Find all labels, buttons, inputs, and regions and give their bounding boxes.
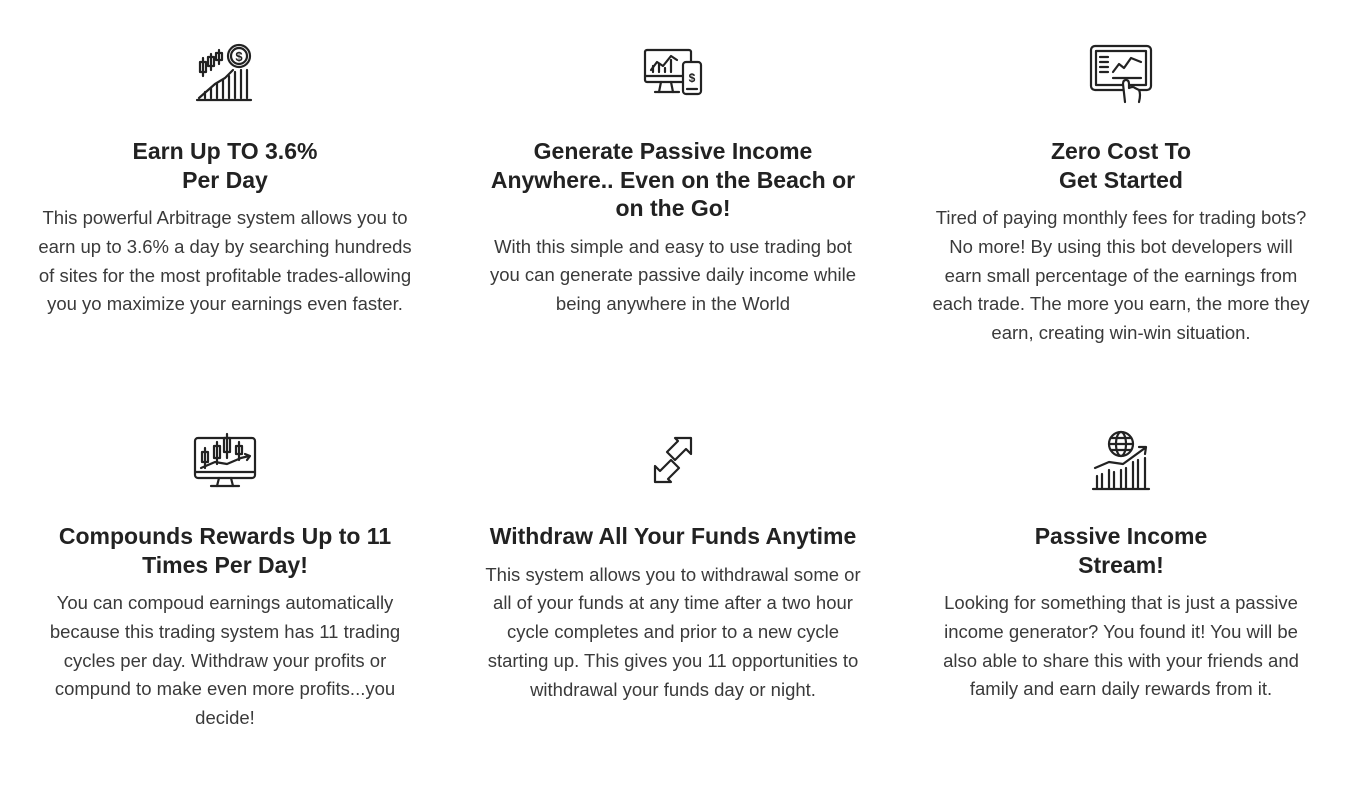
exchange-arrows-icon — [641, 428, 705, 492]
feature-title: Passive Income Stream! — [1034, 523, 1208, 578]
tablet-chart-touch-icon — [1089, 40, 1153, 104]
feature-card-earn — [35, 40, 415, 319]
feature-title: Compounds Rewards Up to 11 Times Per Day! — [58, 523, 392, 578]
feature-title: Zero Cost To Get Started — [1050, 138, 1192, 193]
feature-description: You can compoud earnings automatically because this trading system has 11 trading cycles per day. Withdraw your profits or compund to make even more profits...you decide! — [49, 592, 401, 729]
feature-card-zero-cost — [931, 40, 1311, 348]
feature-card-withdraw — [483, 428, 863, 704]
monitor-phone-dollar-icon — [641, 40, 705, 104]
feature-description: This powerful Arbitrage system allows you to earn up to 3.6% a day by searching hundreds of sites for the most profitable trades-allowing you yo maximize your earnings even faster. — [38, 207, 412, 315]
feature-description: Looking for something that is just a passive income generator? You found it! You will be also able to share this with your friends and family and earn daily rewards from it. — [943, 592, 1299, 700]
feature-title: Withdraw All Your Funds Anytime — [489, 523, 857, 549]
feature-description: Tired of paying monthly fees for trading bots? No more! By using this bot developers will earn small percentage of the earnings from each trade. The more you earn, the more they earn, creating win-win situation. — [932, 207, 1310, 344]
feature-description: This system allows you to withdrawal some or all of your funds at any time after a two hour cycle completes and prior to a new cycle starting up. This gives you 11 opportunities to withdrawal your funds day or night. — [485, 563, 861, 700]
candlestick-coin-growth-icon — [193, 40, 257, 104]
monitor-candlestick-chart-icon — [193, 428, 257, 492]
globe-bar-growth-icon — [1089, 428, 1153, 492]
feature-card-passive-anywhere — [483, 40, 863, 319]
feature-description: With this simple and easy to use trading bot you can generate passive daily income while being anywhere in the World — [489, 235, 857, 315]
feature-card-passive-stream — [931, 428, 1311, 704]
svg-text:$: $ — [235, 49, 243, 64]
feature-title: Earn Up TO 3.6% Per Day — [132, 138, 318, 193]
feature-title: Generate Passive Income Anywhere.. Even on the Beach or on the Go! — [490, 138, 856, 221]
svg-text:$: $ — [688, 71, 696, 85]
feature-card-compounds — [35, 428, 415, 733]
